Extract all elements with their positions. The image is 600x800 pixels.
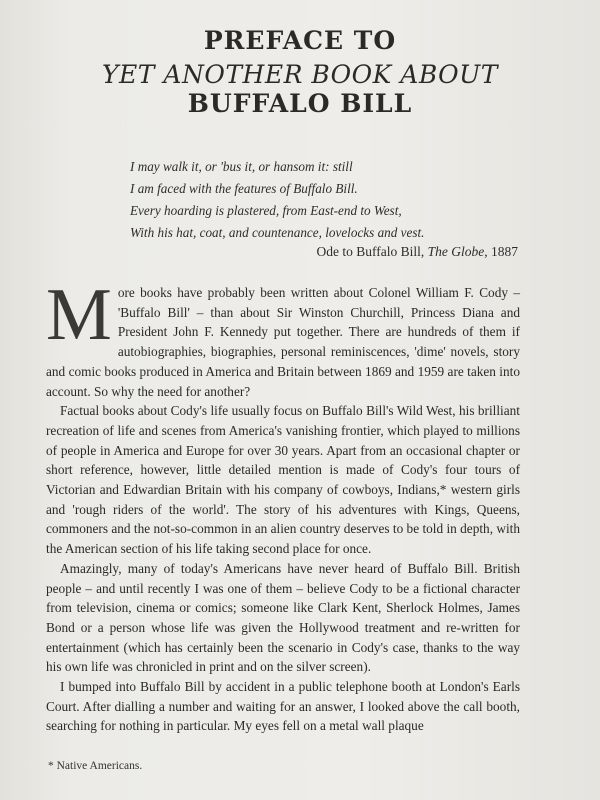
epigraph-poem bbox=[130, 156, 530, 244]
attribution-year: , 1887 bbox=[484, 244, 518, 259]
paragraph-4: I bumped into Buffalo Bill by accident in a public telephone booth at London's Earls Court. After dialling a number and waiting for an answer, I looked above the call booth, searching for nothing in particular. My eyes fell on a metal wall plaque bbox=[46, 679, 520, 734]
epigraph-line: I may walk it, or 'bus it, or hansom it: still bbox=[130, 159, 353, 174]
epigraph-line: Every hoarding is plastered, from East-end to West, bbox=[130, 203, 402, 218]
attribution-source: The Globe bbox=[427, 244, 485, 259]
paragraph-2: Factual books about Cody's life usually focus on Buffalo Bill's Wild West, his brilliant recreation of life and scenes from America's vanishing frontier, which played to millions of people in America and Europe for over 30 years. Apart from an occasional chapter or short reference, however, little detailed mention is made of Cody's four tours of Victorian and Edwardian Britain with his company of cowboys, Indians,* western girls and 'rough riders of the world'. The story of his adventures with Kings, Queens, commoners and the not-so-common in an alien country deserves to be told in depth, with the American section of his life taking second place for once. bbox=[46, 403, 520, 557]
epigraph-line: With his hat, coat, and countenance, lovelocks and vest. bbox=[130, 225, 425, 240]
attribution-prefix: Ode to Buffalo Bill, bbox=[316, 244, 428, 259]
paragraph-3: Amazingly, many of today's Americans have never heard of Buffalo Bill. British people – and until recently I was one of them – believe Cody to be a fictional character from television, cinema or comics; someone like Clark Kent, Sherlock Holmes, James Bond or a person whose life was given the Hollywood treatment and re-written for entertainment (which has certainly been the scenario in Cody's case, thanks to the way his own life was chronicled in print and on the silver screen). bbox=[46, 560, 520, 675]
paragraph-1-text: ore books have probably been written about Colonel William F. Cody – 'Buffalo Bill' – than about Sir Winston Churchill, Princess Diana and President John F. Kennedy put together. There are hundreds of them if autobiographies, biographies, personal reminiscences, 'dime' novels, story and comic books produced in America and Britain between 1869 and 1959 are taken into account. So why the need for another? bbox=[46, 285, 520, 399]
epigraph-attribution bbox=[317, 244, 519, 260]
paragraph-1 bbox=[46, 274, 520, 401]
epigraph-line: I am faced with the features of Buffalo Bill. bbox=[130, 181, 358, 196]
drop-cap: M bbox=[46, 274, 112, 356]
chapter-title-line-3: BUFFALO BILL bbox=[187, 89, 413, 118]
chapter-title-line-1: PREFACE TO bbox=[203, 26, 397, 55]
footnote: * Native Americans. bbox=[48, 760, 143, 772]
chapter-title-line-2: YET ANOTHER BOOK ABOUT bbox=[102, 60, 498, 89]
body-text bbox=[46, 274, 520, 736]
